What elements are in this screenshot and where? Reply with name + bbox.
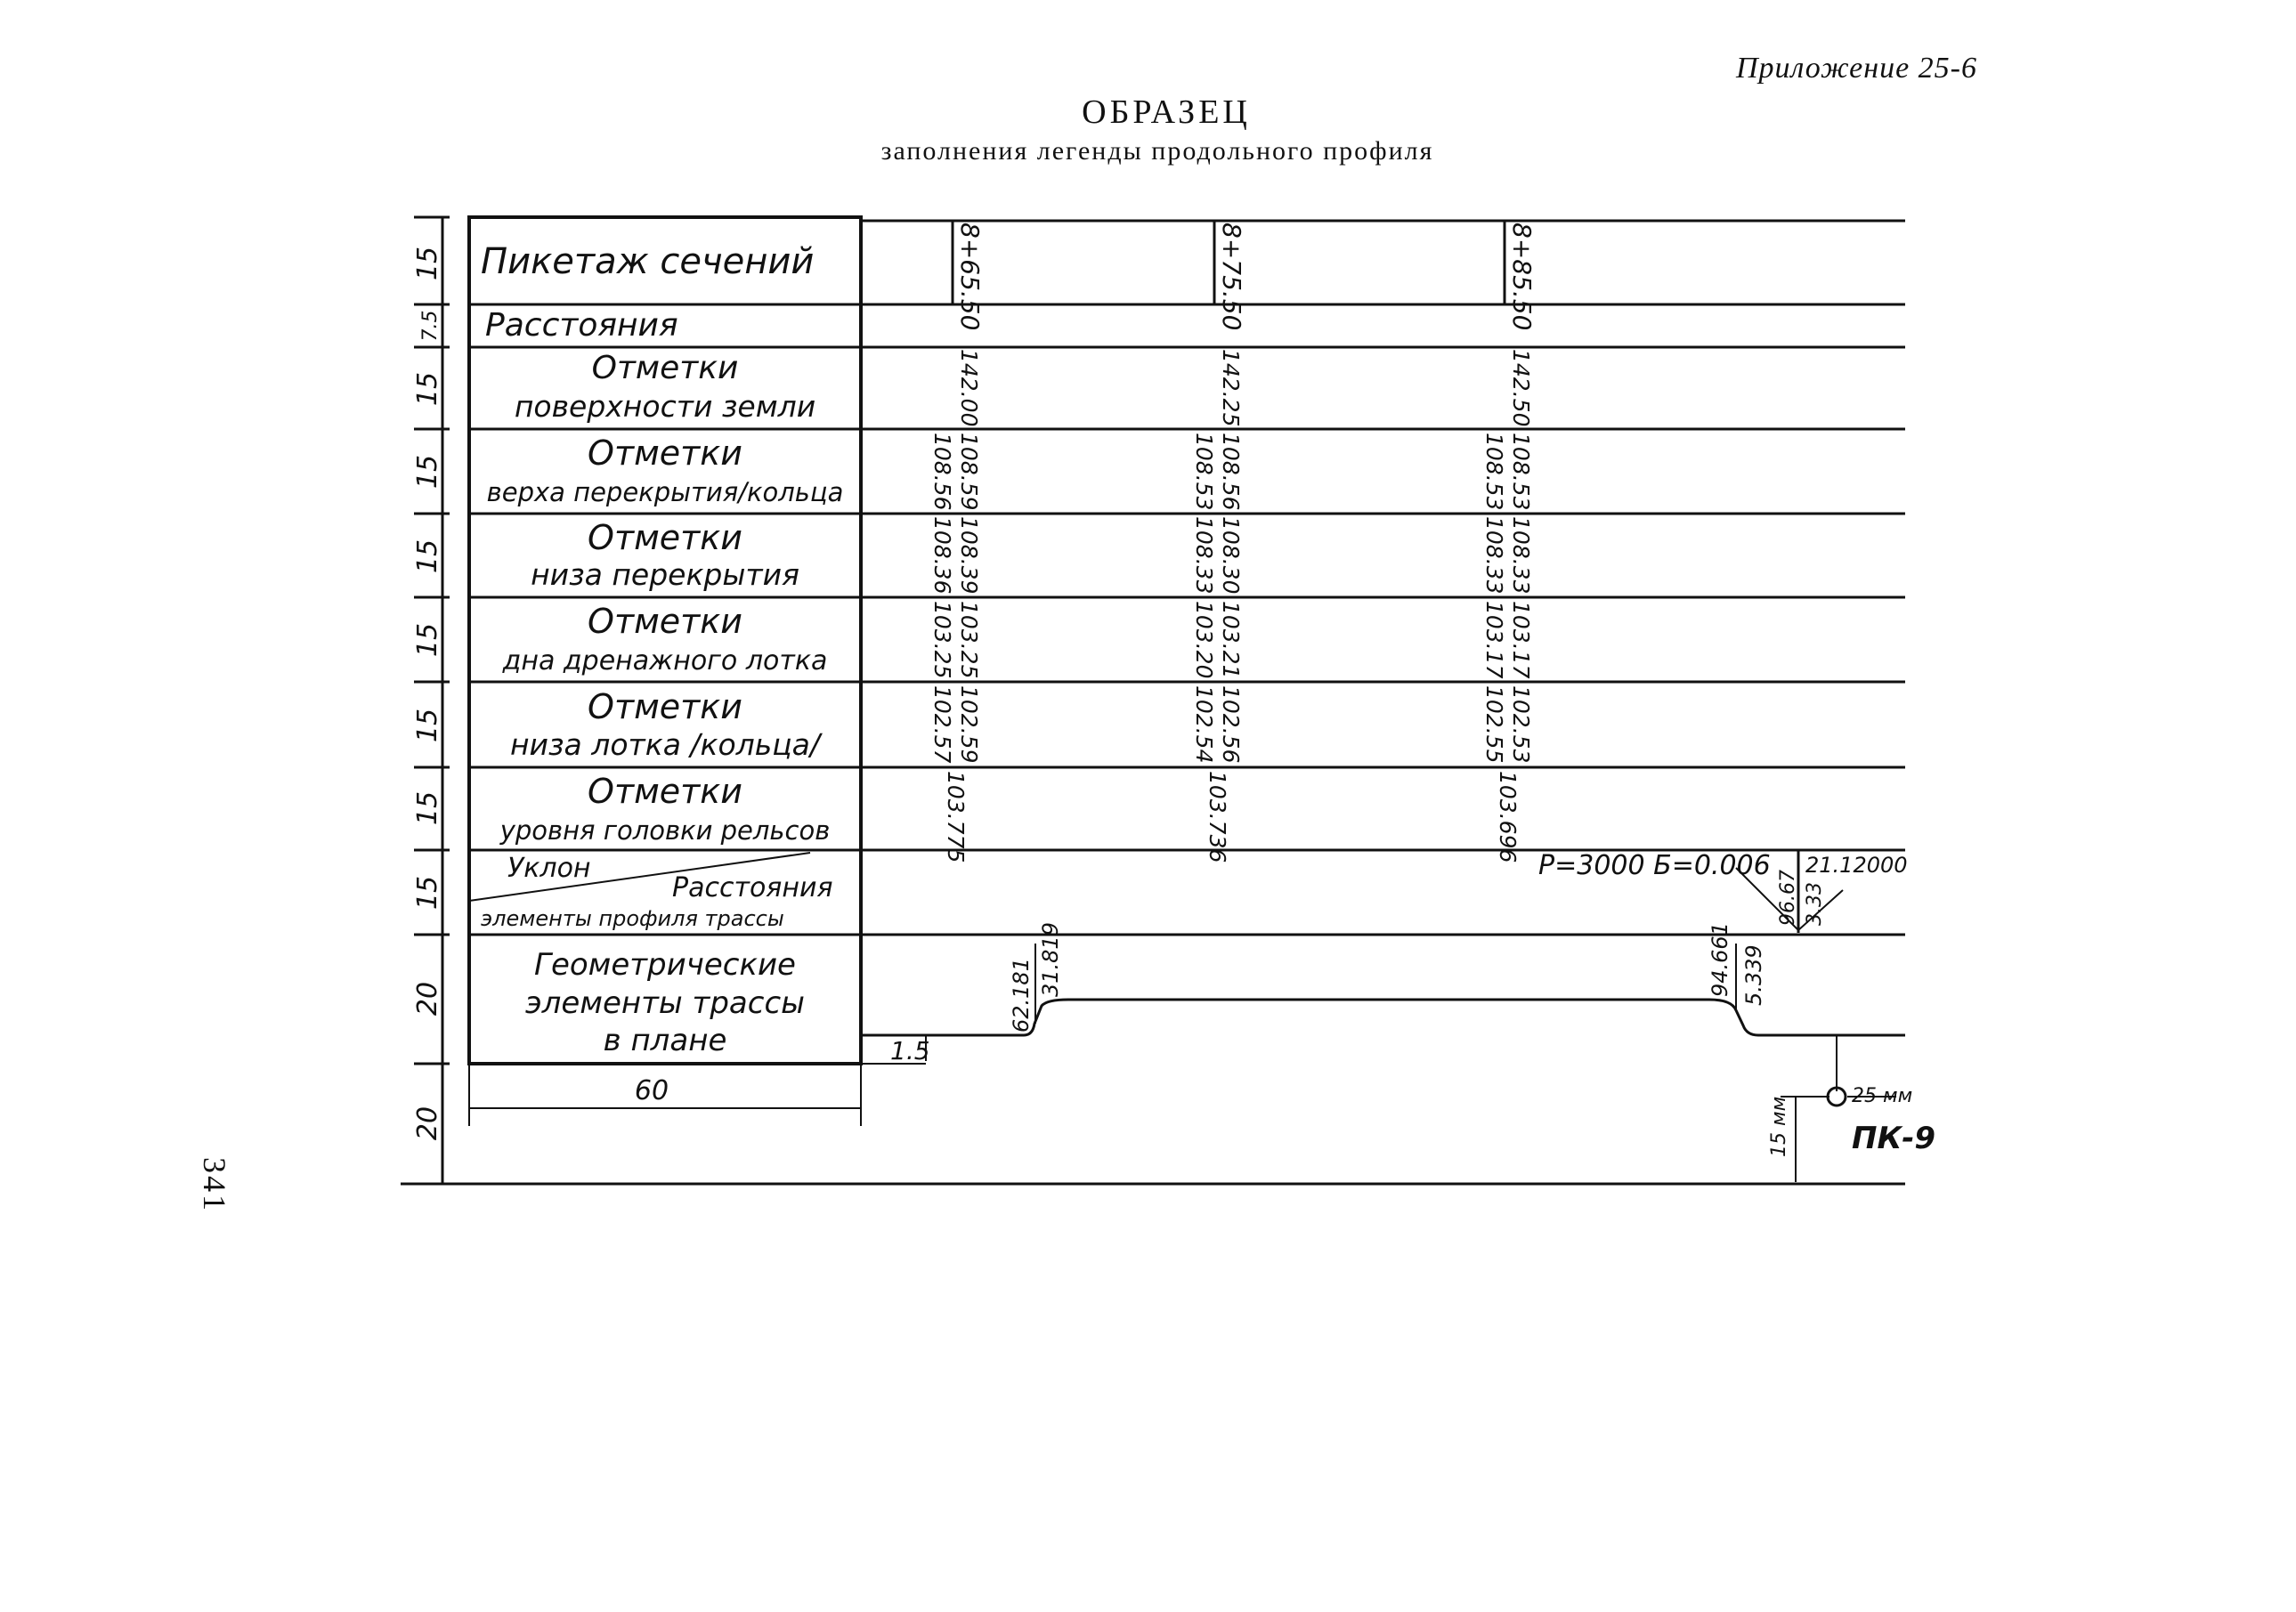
- legend-row-label: Расстояния: [485, 307, 678, 344]
- bottom-ceiling-value: 108.33: [1191, 516, 1217, 595]
- row-height-label: 15: [412, 790, 443, 826]
- top-ceiling-value: 108.53: [1481, 433, 1507, 511]
- tray-value: 102.59: [956, 685, 982, 764]
- row-height-label: 15: [412, 708, 443, 743]
- legend-row-label: Геометрические: [534, 947, 796, 983]
- legend-row-label: низа перекрытия: [531, 557, 799, 592]
- row-height-label: 15: [412, 371, 443, 407]
- page-subtitle: заполнения легенды продольного профиля: [880, 136, 1434, 166]
- picket-label: 8+65.50: [955, 223, 985, 331]
- legend-row-label: Пикетаж сечений: [481, 241, 815, 282]
- legend-row-label: низа лотка /кольца/: [509, 727, 821, 762]
- legend-row-label: в плане: [603, 1023, 727, 1058]
- legend-row-label: Отметки: [588, 433, 742, 473]
- drain-value: 103.20: [1191, 601, 1217, 679]
- legend-row-label: Отметки: [591, 350, 739, 386]
- profile-dist-2: 3.33: [1804, 882, 1826, 926]
- row-height-label: 20: [412, 1106, 443, 1141]
- legend-row-label: дна дренажного лотка: [502, 645, 828, 676]
- row-height-label: 15: [412, 539, 443, 574]
- tray-value: 102.54: [1191, 685, 1217, 764]
- legend-row-label: уровня головки рельсов: [499, 815, 831, 846]
- pk-offset-label: 25 мм: [1852, 1085, 1913, 1107]
- legend-row-label: верха перекрытия/кольца: [486, 477, 844, 507]
- legend-width-label: 60: [634, 1075, 669, 1106]
- drain-value: 103.21: [1218, 601, 1244, 679]
- legend-row-label: поверхности земли: [514, 389, 816, 424]
- top-ceiling-value: 108.59: [956, 433, 982, 511]
- right-note-label: 21.12000: [1805, 853, 1908, 878]
- profile-dist-1: 96.67: [1777, 870, 1799, 926]
- ground-value: 142.25: [1218, 349, 1244, 427]
- plan-left-dim-label: 1.5: [890, 1036, 930, 1065]
- plan-element-labels: [890, 922, 1766, 1065]
- top-ceiling-value: 108.53: [1191, 433, 1217, 511]
- rail-head-value: 103.736: [1205, 771, 1230, 863]
- ground-value: 142.00: [956, 349, 982, 427]
- legend-row-label: элементы профиля трассы: [481, 906, 784, 931]
- plan-curve1-a: 62.181: [1009, 958, 1034, 1033]
- curve-params-label: Р=3000 Б=0.006: [1538, 850, 1771, 881]
- tray-value: 102.55: [1481, 685, 1507, 764]
- legend-row-label: Отметки: [588, 772, 742, 811]
- bottom-ceiling-value: 108.39: [956, 516, 982, 595]
- rail-head-value: 103.775: [943, 771, 969, 863]
- appendix-label: Приложение 25-6: [1736, 52, 1977, 85]
- tray-value: 102.53: [1508, 685, 1534, 764]
- drain-value: 103.17: [1508, 601, 1534, 679]
- legend-row-label: Расстояния: [672, 872, 833, 903]
- drain-value: 103.25: [956, 601, 982, 679]
- rail-head-value: 103.696: [1495, 771, 1521, 863]
- row-height-label: 7.5: [419, 310, 442, 342]
- picket-label: 8+75.50: [1217, 223, 1246, 331]
- bottom-ceiling-value: 108.33: [1508, 516, 1534, 595]
- profile-element-labels: [1538, 850, 1908, 926]
- plan-curve2-b: 5.339: [1741, 944, 1766, 1006]
- page-title: ОБРАЗЕЦ: [1082, 93, 1251, 131]
- picket-label: 8+85.50: [1507, 223, 1537, 331]
- top-ceiling-value: 108.56: [1218, 433, 1244, 511]
- row-height-label: 15: [412, 454, 443, 490]
- tray-value: 102.57: [929, 685, 955, 764]
- page-number: 341: [197, 1157, 232, 1213]
- top-ceiling-value: 108.53: [1508, 433, 1534, 511]
- legend-row-label: Отметки: [588, 602, 742, 641]
- pk-height-label: 15 мм: [1768, 1096, 1790, 1157]
- bottom-ceiling-value: 108.30: [1218, 516, 1244, 595]
- drain-value: 103.25: [929, 601, 955, 679]
- row-height-labels: [412, 247, 443, 1140]
- tray-value: 102.56: [1218, 685, 1244, 764]
- plan-curve1-b: 31.819: [1038, 922, 1063, 997]
- row-height-label: 15: [412, 875, 443, 911]
- row-height-label: 15: [412, 622, 443, 658]
- top-ceiling-value: 108.56: [929, 433, 955, 511]
- row-height-label: 20: [412, 981, 443, 1017]
- legend-row-label: Отметки: [588, 518, 742, 557]
- legend-row-label: Отметки: [588, 687, 742, 726]
- pk-label: ПК-9: [1852, 1121, 1936, 1156]
- row-height-label: 15: [412, 246, 443, 281]
- ground-value: 142.50: [1508, 349, 1534, 427]
- legend-row-label: Уклон: [507, 853, 591, 884]
- plan-curve2-a: 94.661: [1708, 922, 1732, 997]
- drain-value: 103.17: [1481, 601, 1507, 679]
- bottom-ceiling-value: 108.33: [1481, 516, 1507, 595]
- bottom-ceiling-value: 108.36: [929, 516, 955, 595]
- legend-labels: [481, 241, 843, 1106]
- legend-row-label: элементы трассы: [524, 985, 806, 1021]
